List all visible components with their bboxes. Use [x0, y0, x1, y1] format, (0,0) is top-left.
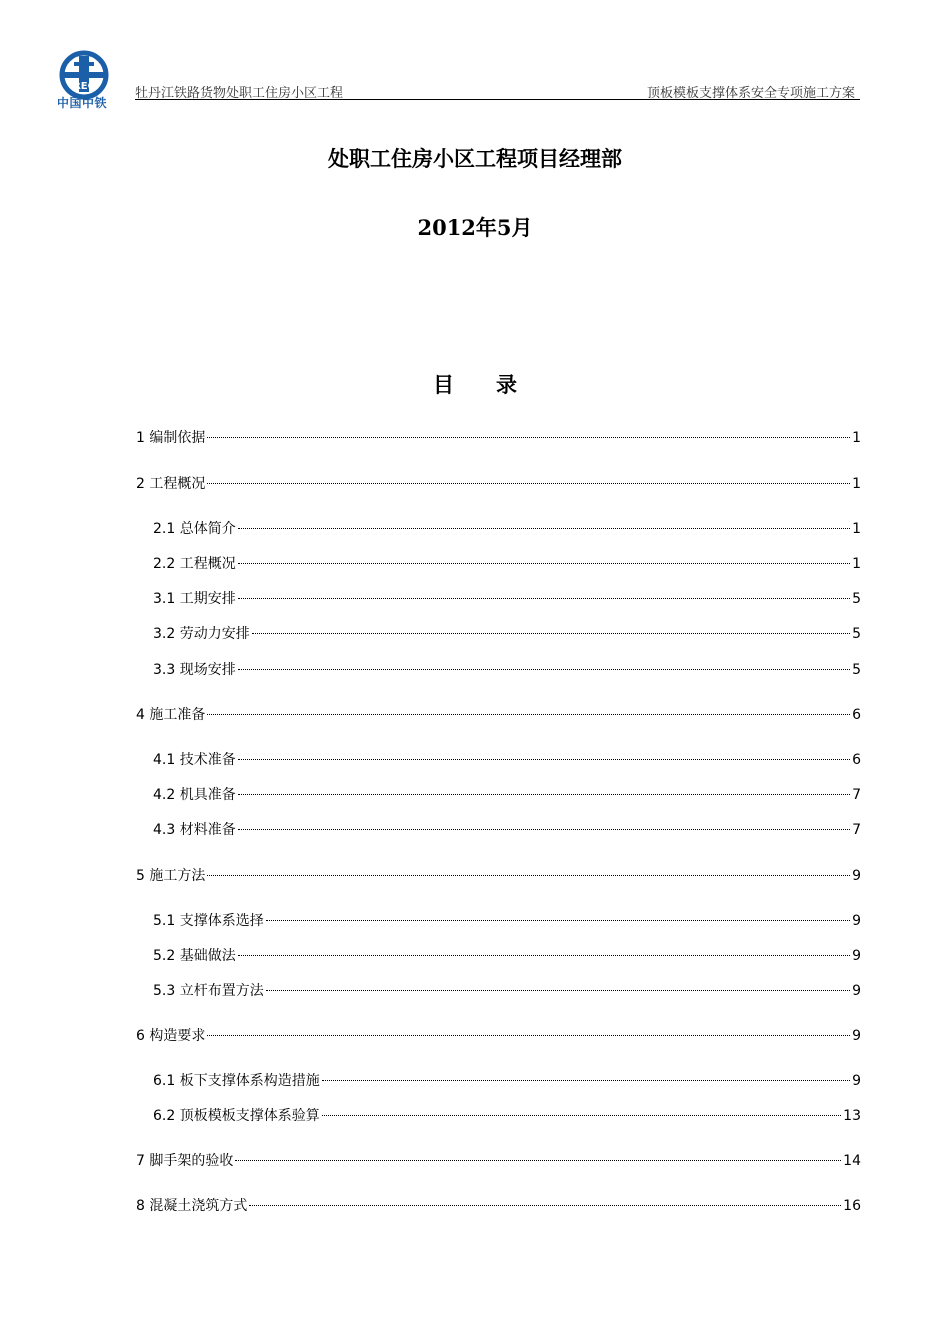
toc-entry-label: 7 脚手架的验收: [136, 1153, 234, 1169]
toc-leader-dots: [238, 794, 850, 795]
logo-badge: REC: [73, 81, 95, 92]
toc-entry[interactable]: [153, 519, 861, 539]
toc-leader-dots: [322, 1080, 850, 1081]
toc-leader-dots: [266, 990, 850, 991]
toc-entry-label: 4 施工准备: [136, 707, 206, 723]
toc-leader-dots: [238, 598, 850, 599]
toc-entry[interactable]: [136, 705, 861, 725]
toc-entry-page: 7: [852, 787, 861, 803]
toc-entry[interactable]: [136, 866, 861, 886]
toc-leader-dots: [238, 669, 850, 670]
toc-entry-label: 4.2 机具准备: [153, 787, 236, 803]
toc-entry-label: 6 构造要求: [136, 1028, 206, 1044]
toc-leader-dots: [238, 759, 850, 760]
toc-entry-page: 1: [852, 556, 861, 572]
toc-entry-page: 1: [852, 476, 861, 492]
document-title: 处职工住房小区工程项目经理部: [328, 146, 622, 171]
toc-entry[interactable]: [153, 660, 861, 680]
toc-entry[interactable]: [153, 1106, 861, 1126]
toc-entry-page: 13: [843, 1108, 861, 1124]
toc-leader-dots: [207, 483, 850, 484]
toc-entry[interactable]: [153, 981, 861, 1001]
toc-entry-page: 9: [852, 1028, 861, 1044]
toc-entry-page: 9: [852, 983, 861, 999]
toc-entry-label: 1 编制依据: [136, 430, 206, 446]
toc-entry-page: 9: [852, 913, 861, 929]
toc-entry-label: 4.1 技术准备: [153, 752, 236, 768]
toc-leader-dots: [249, 1205, 841, 1206]
toc-entry-label: 3.2 劳动力安排: [153, 626, 250, 642]
toc-entry-page: 5: [852, 662, 861, 678]
toc-leader-dots: [252, 633, 850, 634]
toc-entry-page: 5: [852, 591, 861, 607]
document-date: 2012年5月: [417, 215, 533, 240]
toc-entry-page: 7: [852, 822, 861, 838]
toc-leader-dots: [238, 829, 850, 830]
toc-entry-label: 5 施工方法: [136, 868, 206, 884]
header-document-name: 顶板模板支撑体系安全专项施工方案: [646, 86, 855, 101]
toc-entry-page: 16: [843, 1198, 861, 1214]
toc-entry-page: 6: [852, 707, 861, 723]
toc-entry[interactable]: [136, 428, 861, 448]
toc-leader-dots: [207, 875, 850, 876]
toc-entry-label: 5.2 基础做法: [153, 948, 236, 964]
toc-entry-label: 2.2 工程概况: [153, 556, 236, 572]
toc-entry[interactable]: [153, 946, 861, 966]
toc-leader-dots: [207, 1035, 850, 1036]
toc-entry[interactable]: [153, 624, 861, 644]
toc-leader-dots: [238, 563, 850, 564]
toc-leader-dots: [207, 714, 850, 715]
toc-leader-dots: [266, 920, 850, 921]
toc-entry-page: 9: [852, 948, 861, 964]
toc-entry[interactable]: [136, 474, 861, 494]
header-project-name: 牡丹江铁路货物处职工住房小区工程: [135, 86, 344, 101]
toc-entry[interactable]: [136, 1151, 861, 1171]
toc-entry-label: 3.1 工期安排: [153, 591, 236, 607]
toc-entry-page: 5: [852, 626, 861, 642]
toc-entry-label: 3.3 现场安排: [153, 662, 236, 678]
toc-leader-dots: [238, 528, 850, 529]
toc-leader-dots: [207, 437, 850, 438]
toc-entry[interactable]: [153, 750, 861, 770]
toc-leader-dots: [322, 1115, 841, 1116]
toc-entry[interactable]: [136, 1196, 861, 1216]
toc-heading: 目录: [433, 372, 559, 397]
toc-entry-label: 4.3 材料准备: [153, 822, 236, 838]
toc-entry[interactable]: [153, 1071, 861, 1091]
toc-entry-label: 2 工程概况: [136, 476, 206, 492]
logo-text: 中国中铁: [57, 96, 108, 110]
toc-entry-page: 14: [843, 1153, 861, 1169]
toc-entry-page: 6: [852, 752, 861, 768]
toc-entry-page: 9: [852, 868, 861, 884]
toc-entry-label: 8 混凝土浇筑方式: [136, 1198, 248, 1214]
toc-leader-dots: [235, 1160, 841, 1161]
toc-entry[interactable]: [153, 554, 861, 574]
toc-entry-page: 1: [852, 521, 861, 537]
toc-entry-label: 5.1 支撑体系选择: [153, 913, 264, 929]
toc-leader-dots: [238, 955, 850, 956]
toc-entry[interactable]: [153, 820, 861, 840]
toc-entry[interactable]: [153, 911, 861, 931]
toc-entry[interactable]: [153, 589, 861, 609]
toc-entry-page: 9: [852, 1073, 861, 1089]
toc-entry-label: 2.1 总体简介: [153, 521, 236, 537]
toc-entry[interactable]: [136, 1026, 861, 1046]
toc-entry-label: 6.1 板下支撑体系构造措施: [153, 1073, 320, 1089]
toc-entry-label: 6.2 顶板模板支撑体系验算: [153, 1108, 320, 1124]
header-rule: [135, 99, 860, 100]
page-header: [0, 0, 950, 112]
toc-entry[interactable]: [153, 785, 861, 805]
toc-entry-label: 5.3 立杆布置方法: [153, 983, 264, 999]
toc-entry-page: 1: [852, 430, 861, 446]
